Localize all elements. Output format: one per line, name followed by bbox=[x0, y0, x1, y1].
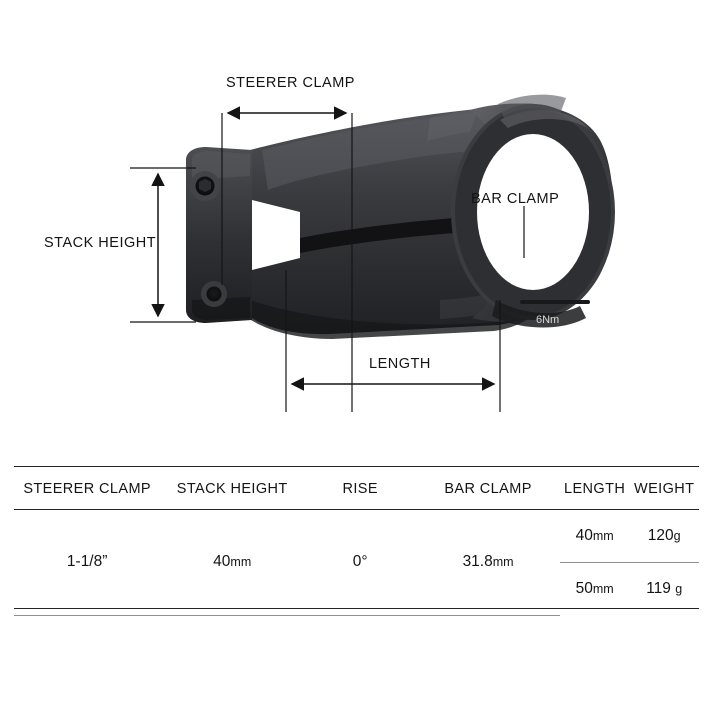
cell-rise: 0° bbox=[304, 510, 416, 616]
length-value-2: 50 bbox=[575, 580, 593, 597]
bar-clamp-unit: mm bbox=[492, 555, 514, 570]
weight-value-1: 120 bbox=[647, 527, 674, 544]
table-bottom-rule bbox=[14, 608, 699, 609]
label-stack-height: STACK HEIGHT bbox=[44, 235, 157, 251]
label-bar-clamp: BAR CLAMP bbox=[471, 191, 560, 207]
spec-table bbox=[14, 466, 699, 616]
header-steerer-clamp: STEERER CLAMP bbox=[14, 467, 160, 510]
cell-length-1 bbox=[560, 510, 630, 563]
header-stack-height: STACK HEIGHT bbox=[160, 467, 304, 510]
length-value-1: 40 bbox=[575, 527, 593, 544]
table-header-row bbox=[14, 467, 699, 510]
cell-stack-height bbox=[160, 510, 304, 616]
cell-steerer-clamp: 1-1/8” bbox=[14, 510, 160, 616]
stack-height-value: 40 bbox=[213, 553, 231, 571]
stack-height-unit: mm bbox=[230, 555, 252, 570]
weight-unit-2: g bbox=[675, 582, 683, 596]
table-row bbox=[14, 510, 699, 563]
cell-bar-clamp bbox=[416, 510, 560, 616]
header-rise: RISE bbox=[304, 467, 416, 510]
torque-marking: 6Nm bbox=[536, 314, 560, 326]
length-unit-2: mm bbox=[592, 582, 614, 596]
label-steerer-clamp: STEERER CLAMP bbox=[226, 75, 355, 91]
cell-weight-1 bbox=[629, 510, 699, 563]
label-length: LENGTH bbox=[369, 356, 431, 372]
weight-value-2: 119 bbox=[646, 580, 671, 597]
header-length: LENGTH bbox=[560, 467, 630, 510]
header-weight: WEIGHT bbox=[629, 467, 699, 510]
weight-unit-1: g bbox=[673, 529, 681, 543]
bar-clamp-value: 31.8 bbox=[462, 553, 493, 571]
length-unit-1: mm bbox=[592, 529, 614, 543]
header-bar-clamp: BAR CLAMP bbox=[416, 467, 560, 510]
